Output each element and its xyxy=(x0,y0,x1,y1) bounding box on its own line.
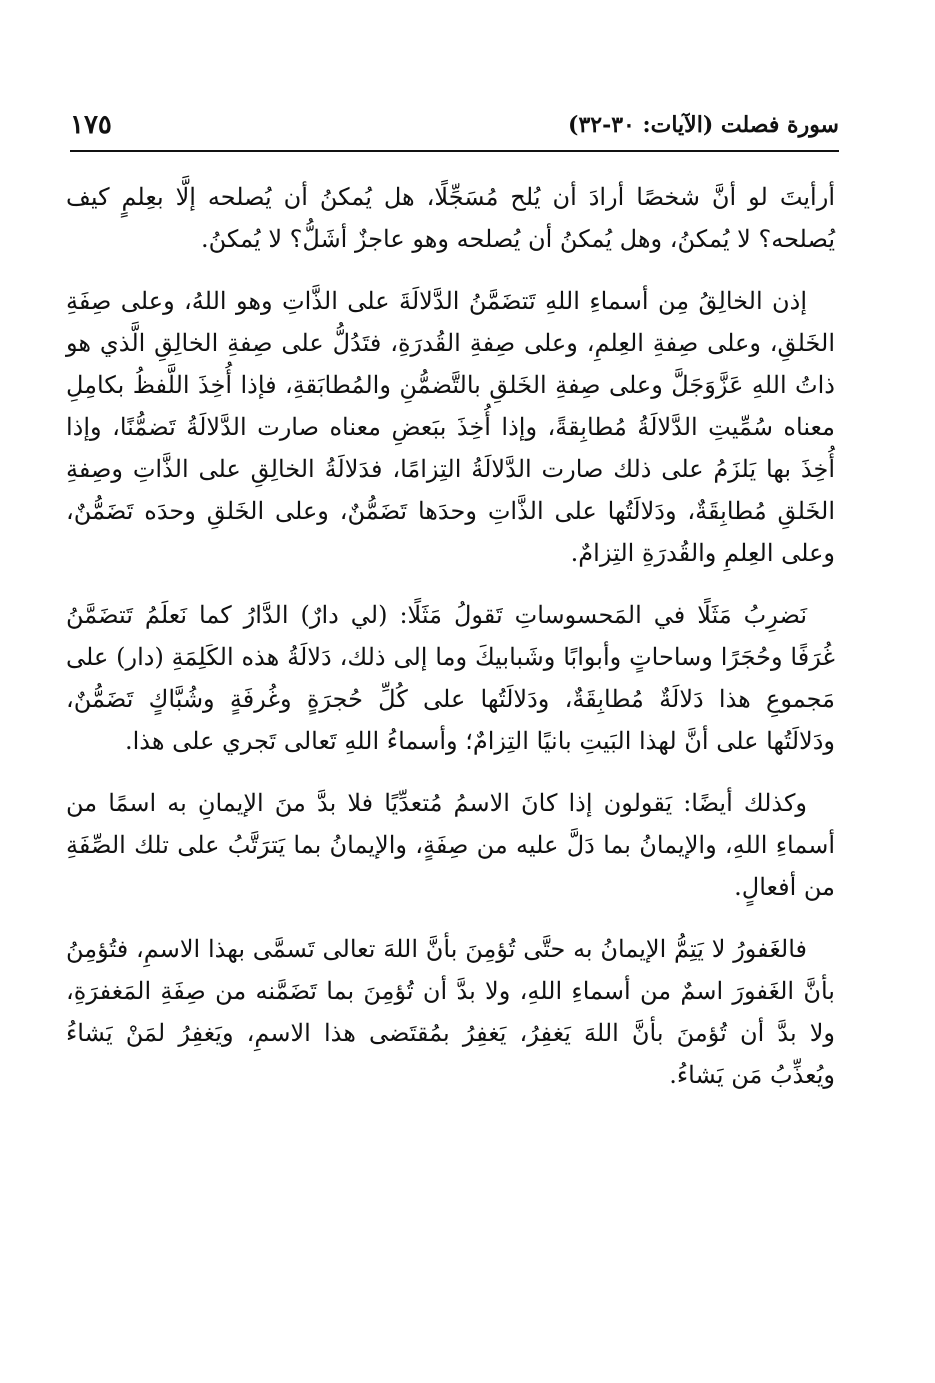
paragraph: فالغَفورُ لا يَتِمُّ الإيمانُ به حتَّى تُؤمِنَ بأنَّ اللهَ تعالى تَسمَّى بهذا الاسمِ، فتُؤمِنُ بأنَّ الغَفورَ اسمٌ من أسماءِ اللهِ، ولا بدَّ أن تُؤمِنَ بما تَضَمَّنه من صِفَةِ المَغفرَةِ، ولا بدَّ أن تُؤمنَ بأنَّ اللهَ يَغفِرُ، يَغفِرُ بمُقتَضى هذا الاسمِ، ويَغفِرُ لمَنْ يَشاءُ ويُعذِّبُ مَن يَشاءُ. xyxy=(66,935,835,1089)
paragraph: وكذلك أيضًا: يَقولون إذا كانَ الاسمُ مُتعدِّيًا فلا بدَّ منَ الإيمانِ به اسمًا من أسماءِ اللهِ، والإيمانُ بما دَلَّ عليه من صِفَةٍ، والإيمانُ بما يَترَتَّبُ على تلك الصِّفَةِ من أفعالٍ. xyxy=(66,789,835,901)
page-number: ١٧٥ xyxy=(70,110,112,140)
paragraph: إذن الخالِقُ مِن أسماءِ اللهِ تَتضَمَّنُ الدَّلالَةَ على الذَّاتِ وهو اللهُ، وعلى صِفَةِ الخَلقِ، وعلى صِفةِ العِلمِ، وعلى صِفةِ القُدرَةِ، فتَدُلُّ على صِفةِ الخالِقِ الَّذي هو ذاتُ اللهِ عَزَّوَجَلَّ وعلى صِفةِ الخَلقِ بالتَّضمُّنِ والمُطابَقةِ، فإذا أُخِذَ اللَّفظُ بكامِلِ معناه سُمِّيتِ الدَّلالَةُ مُطابِقةً، وإذا أُخِذَ ببَعضِ معناه صارت الدَّلالَةُ تَضمُّنًا، وإذا أُخِذَ بها يَلزَمُ على ذلك صارت الدَّلالَةُ التِزامًا، فدَلالَةُ الخالِقِ على الذَّاتِ وصِفةِ الخَلقِ مُطابِقَةٌ، ودَلالَتُها على الذَّاتِ وحدَها تَضَمُّنٌ، وعلى الخَلقِ وحدَه تَضَمُّنٌ، وعلى العِلمِ والقُدرَةِ التِزامٌ. xyxy=(66,287,835,567)
paragraph: نَضرِبُ مَثَلًا في المَحسوساتِ تَقولُ مَثَلًا: (لي دارٌ) الدَّارُ كما نَعلَمُ تَتضَمَّنُ غُرَفًا وحُجَرًا وساحاتٍ وأبوابًا وشَبابيكَ وما إلى ذلك، دَلالَةُ هذه الكَلِمَةِ (دار) على مَجموعِ هذا دَلالَةٌ مُطابِقَةٌ، ودَلالَتُها على كُلِّ حُجرَةٍ وغُرفَةٍ وشُبَّاكٍ تَضَمُّنٌ، ودَلالَتُها على أنَّ لهذا البَيتِ بانيًا التِزامٌ؛ وأسماءُ اللهِ تَعالى تَجري على هذا. xyxy=(66,601,835,755)
header-divider xyxy=(70,150,839,152)
surah-header-title: سورة فصلت (الآيات: ٣٠-٣٢) xyxy=(568,112,839,138)
paragraph: أرأيتَ لو أنَّ شخصًا أرادَ أن يُلح مُسَجِّلًا، هل يُمكنُ أن يُصلحه إلَّا بعِلمٍ كيف يُصلحه؟ لا يُمكنُ، وهل يُمكنُ أن يُصلحه وهو عاجزٌ أشَلُّ؟ لا يُمكنُ. xyxy=(66,183,835,253)
page-header xyxy=(70,108,839,148)
page-body xyxy=(66,176,835,1116)
